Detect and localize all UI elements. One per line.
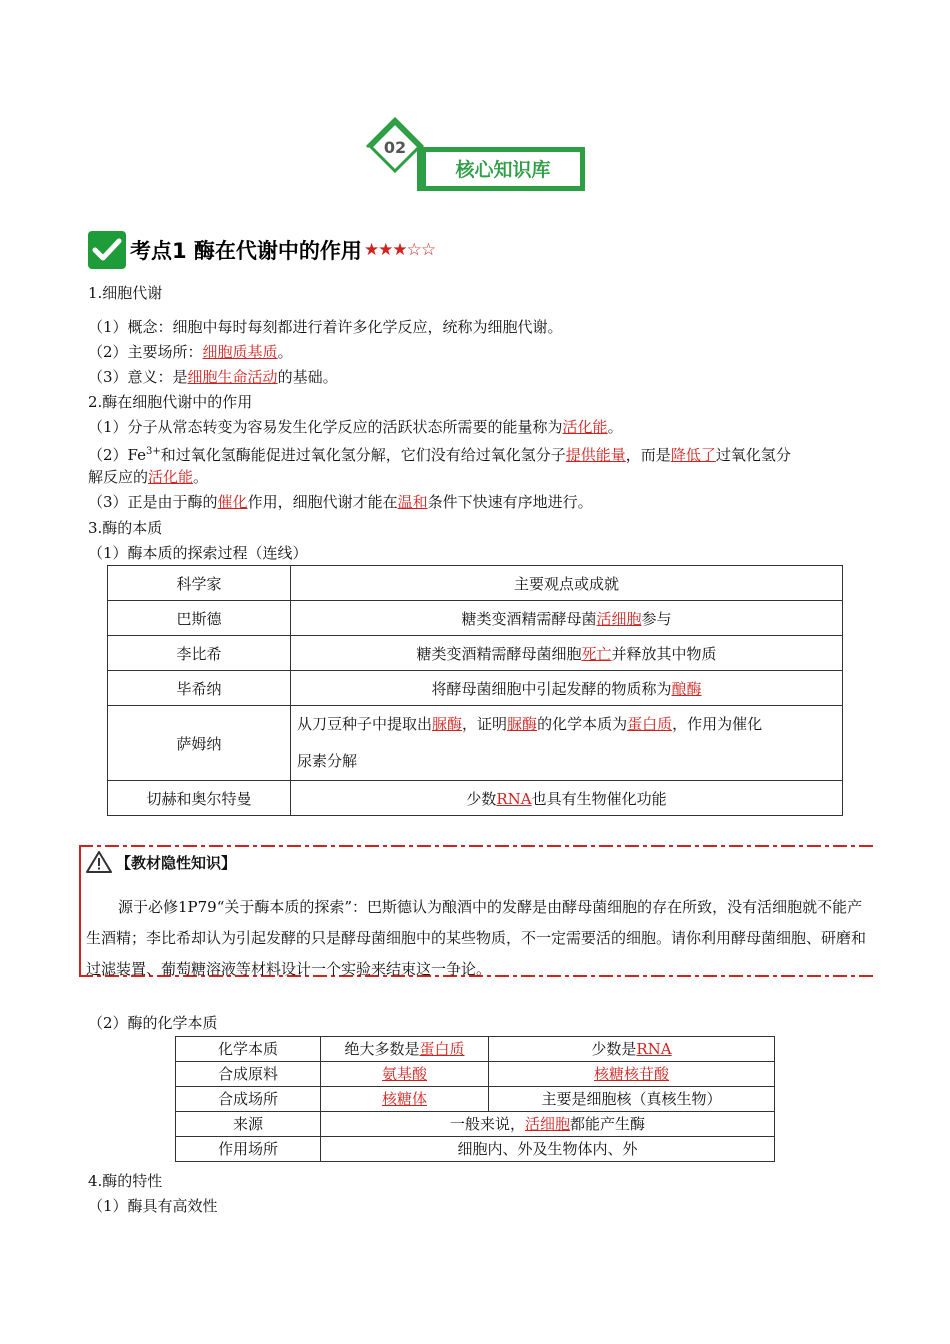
s3-sub2: （2）酶的化学本质 bbox=[88, 1014, 218, 1032]
table-cell: 来源 bbox=[176, 1112, 321, 1137]
table-cell bbox=[489, 1062, 775, 1087]
table-row bbox=[176, 1112, 775, 1137]
answer-blank: 细胞生命活动 bbox=[187, 368, 278, 386]
answer-blank: 活化能 bbox=[148, 468, 194, 486]
table-cell: 作用场所 bbox=[176, 1137, 321, 1162]
answer-blank: 降低了 bbox=[670, 446, 716, 464]
table-row bbox=[176, 1062, 775, 1087]
answer-blank: RNA bbox=[636, 1040, 672, 1058]
s4-sub1: （1）酶具有高效性 bbox=[88, 1197, 218, 1215]
table-cell: 化学本质 bbox=[176, 1037, 321, 1062]
s2-line1: （1）分子从常态转变为容易发生化学反应的活跃状态所需要的能量称为活化能。 bbox=[88, 418, 623, 436]
table-cell: 将酵母菌细胞中引起发酵的物质称为酿酶 bbox=[291, 671, 843, 706]
table-row bbox=[176, 1087, 775, 1112]
table-cell: 切赫和奥尔特曼 bbox=[108, 781, 291, 816]
answer-blank: 蛋白质 bbox=[419, 1040, 465, 1058]
checkmark-icon bbox=[88, 231, 126, 269]
table-row bbox=[108, 671, 843, 706]
answer-blank: 脲酶 bbox=[507, 715, 538, 733]
hidden-knowledge-text: 源于必修1P79“关于酶本质的探索”：巴斯德认为酿酒中的发酵是由酵母菌细胞的存在所致，没有活细胞就不能产生酒精；李比希却认为引起发酵的只是酵母菌细胞中的某些物质，不一定需要活的细胞。请你利用酵母菌细胞、研磨和过滤装置、葡萄糖溶液等材料设计一个实验来结束这一争论。 bbox=[86, 898, 867, 978]
table-row bbox=[176, 1037, 775, 1062]
answer-blank: 活细胞 bbox=[596, 609, 642, 628]
s1-line3: （3）意义：是细胞生命活动的基础。 bbox=[88, 368, 338, 386]
table-cell: 萨姆纳 bbox=[108, 706, 291, 781]
table-cell: 从刀豆种子中提取出脲酶，证明脲酶的化学本质为蛋白质，作用为催化 尿素分解 bbox=[291, 706, 843, 781]
table-cell: 少数是RNA bbox=[489, 1037, 775, 1062]
answer-blank: 酿酶 bbox=[671, 679, 702, 698]
enzyme-nature-table bbox=[175, 1036, 775, 1162]
s4-title: 4.酶的特性 bbox=[88, 1172, 163, 1190]
table-cell: 一般来说，活细胞都能产生酶 bbox=[321, 1112, 775, 1137]
answer-blank: 温和 bbox=[397, 493, 428, 511]
table-cell: 糖类变酒精需酵母菌细胞死亡并释放其中物质 bbox=[291, 636, 843, 671]
table-cell: 合成原料 bbox=[176, 1062, 321, 1087]
table-row bbox=[108, 706, 843, 781]
table-header: 主要观点或成就 bbox=[291, 566, 843, 601]
answer-blank: 氨基酸 bbox=[381, 1065, 427, 1083]
s1-line1: （1）概念：细胞中每时每刻都进行着许多化学反应，统称为细胞代谢。 bbox=[88, 318, 563, 336]
table-header: 科学家 bbox=[108, 566, 291, 601]
s1-title: 1.细胞代谢 bbox=[88, 284, 163, 302]
answer-blank: 活化能 bbox=[562, 418, 608, 436]
enzyme-discovery-table bbox=[107, 565, 843, 816]
table-cell: 毕希纳 bbox=[108, 671, 291, 706]
answer-blank: 活细胞 bbox=[524, 1115, 570, 1133]
topic-title: 考点1 酶在代谢中的作用 bbox=[130, 239, 362, 263]
table-row bbox=[176, 1137, 775, 1162]
table-cell: 李比希 bbox=[108, 636, 291, 671]
table-row bbox=[108, 566, 843, 601]
s2-line2-cont: 解反应的活化能。 bbox=[88, 468, 209, 486]
answer-blank: 提供能量 bbox=[565, 446, 626, 464]
answer-blank: 核糖体 bbox=[381, 1090, 427, 1108]
banner-title: 核心知识库 bbox=[455, 159, 551, 181]
table-cell: 巴斯德 bbox=[108, 601, 291, 636]
difficulty-stars: ★★★☆☆ bbox=[363, 240, 436, 260]
table-cell: 合成场所 bbox=[176, 1087, 321, 1112]
table-cell bbox=[321, 1062, 489, 1087]
table-row bbox=[108, 601, 843, 636]
s2-line2: $(2)Fe^{3+}$和过氧化氢酶能促进过氧化氢分解，它们没有给过氧化氢分子提供能量，而是降低了过氧化氢分 bbox=[88, 446, 791, 464]
table-cell bbox=[321, 1087, 489, 1112]
answer-blank: 催化 bbox=[217, 493, 248, 511]
answer-blank: 蛋白质 bbox=[627, 715, 673, 733]
banner-number: 02 bbox=[383, 138, 407, 157]
s2-line3: （3）正是由于酶的催化作用，细胞代谢才能在温和条件下快速有序地进行。 bbox=[88, 493, 593, 511]
s2-title: 2.酶在细胞代谢中的作用 bbox=[88, 393, 253, 411]
table-cell: 绝大多数是蛋白质 bbox=[321, 1037, 489, 1062]
table-cell: 主要是细胞核（真核生物） bbox=[489, 1087, 775, 1112]
table-row bbox=[108, 781, 843, 816]
answer-blank: 细胞质基质 bbox=[202, 343, 278, 361]
s3-sub1: （1）酶本质的探索过程（连线） bbox=[88, 544, 308, 562]
table-row bbox=[108, 636, 843, 671]
answer-blank: 脲酶 bbox=[432, 715, 463, 733]
hidden-knowledge-title: 【教材隐性知识】 bbox=[86, 850, 236, 874]
answer-blank: 核糖核苷酸 bbox=[593, 1065, 669, 1083]
answer-blank: 死亡 bbox=[581, 644, 612, 663]
table-cell: 糖类变酒精需酵母菌活细胞参与 bbox=[291, 601, 843, 636]
warning-icon bbox=[86, 850, 112, 874]
table-cell: 少数RNA也具有生物催化功能 bbox=[291, 781, 843, 816]
topic-heading bbox=[88, 230, 435, 270]
section-banner bbox=[365, 117, 587, 195]
table-cell: 细胞内、外及生物体内、外 bbox=[321, 1137, 775, 1162]
s1-line2: （2）主要场所：细胞质基质。 bbox=[88, 343, 293, 361]
answer-blank: RNA bbox=[496, 789, 532, 808]
s3-title: 3.酶的本质 bbox=[88, 519, 163, 537]
